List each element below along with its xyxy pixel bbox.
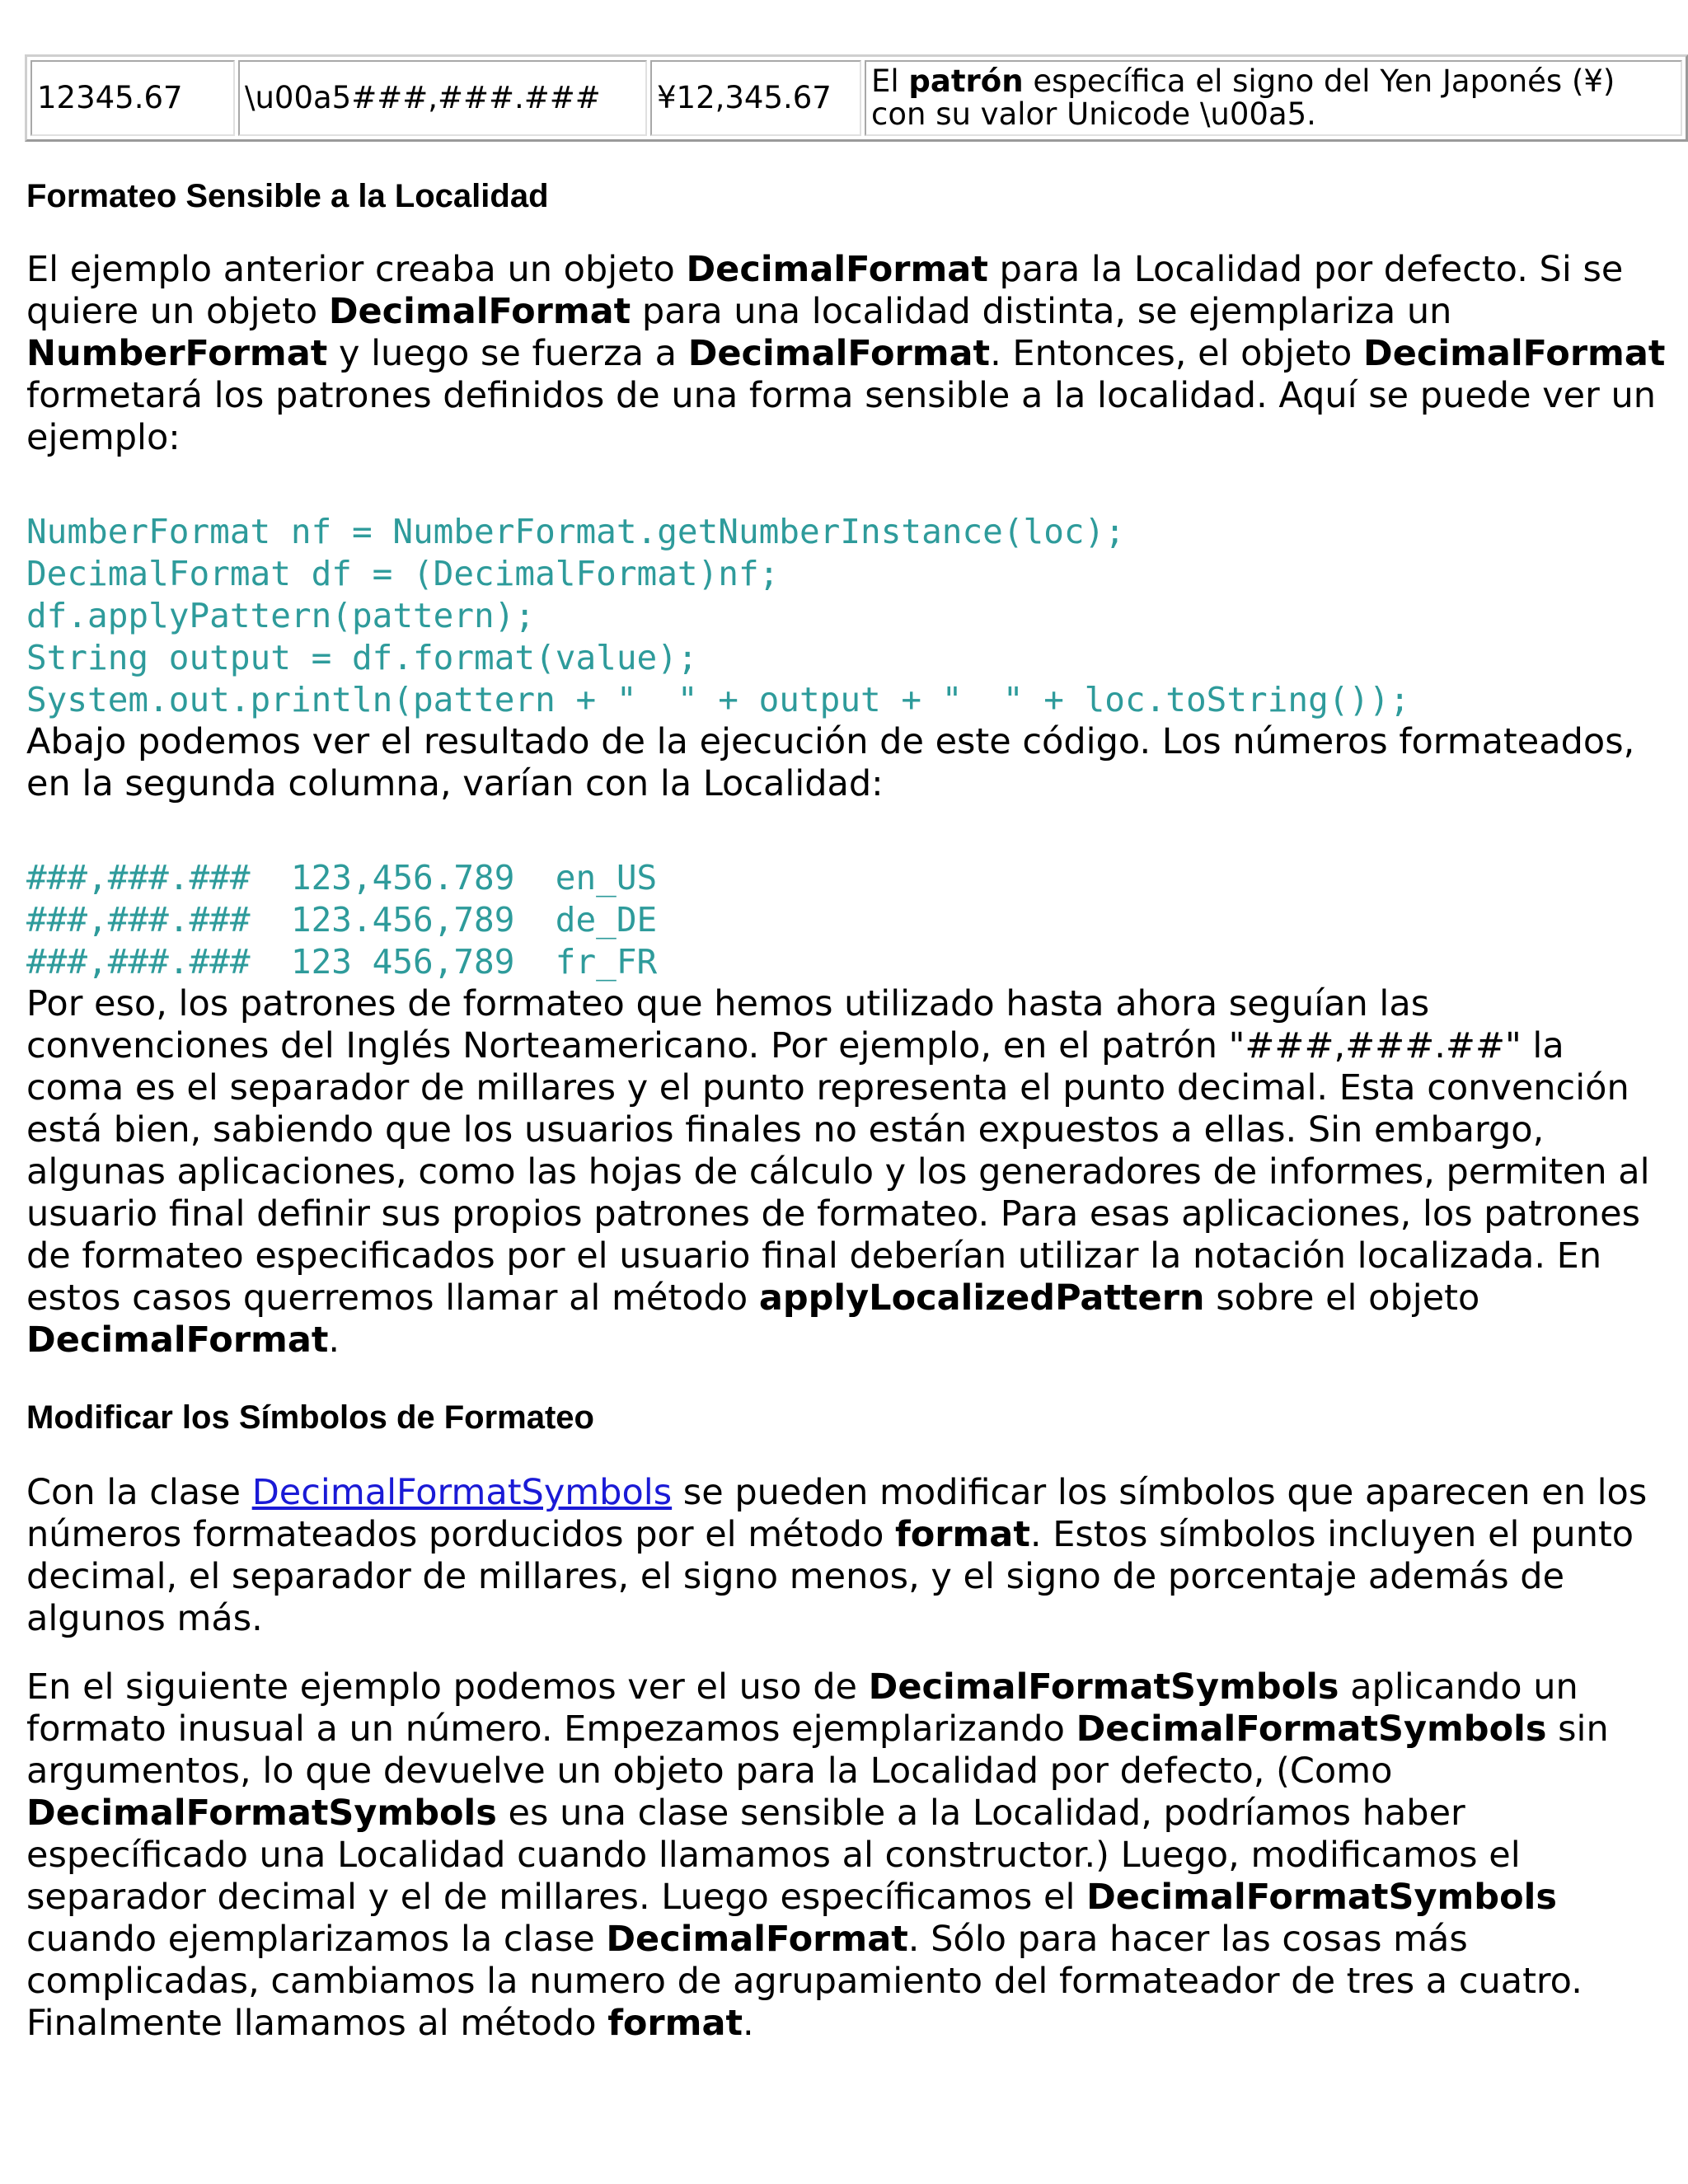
pattern-cell: \u00a5###,###.### xyxy=(238,60,647,136)
desc-text: El xyxy=(871,63,909,99)
output-line: ###,###.### 123.456,789 de_DE xyxy=(26,900,658,940)
document-page xyxy=(26,56,1667,2045)
paragraph: En el siguiente ejemplo podemos ver el uso de DecimalFormatSymbols aplicando un formato inusual a un número. Empezamos ejemplarizando DecimalFormatSymbols sin argumentos, lo que devuelve un objeto para la Localidad por defecto, (Como DecimalFormatSymbols es una clase sensible a la Localidad, podríamos haber específicado una Localidad cuando llamamos al constructor.) Luego, modificamos el separador decimal y el de millares. Luego específicamos el DecimalFormatSymbols cuando ejemplarizamos la clase DecimalFormat. Sólo para hacer las cosas más complicadas, cambiamos la numero de agrupamiento del formateador de tres a cuatro. Finalmente llamamos al método format. xyxy=(26,1666,1609,2044)
section-heading-locale: Formateo Sensible a la Localidad xyxy=(26,178,549,214)
paragraph: Por eso, los patrones de formateo que hemos utilizado hasta ahora seguían las convenciones del Inglés Norteamericano. Por ejemplo, en el patrón "###,###.##" la coma es el separador de millares y el punto representa el punto decimal. Esta convención está bien, sabiendo que los usuarios finales no están expuestos a ellas. Sin embargo, algunas aplicaciones, como las hojas de cálculo y los generadores de informes, permiten al usuario final definir sus propios patrones de formateo. Para esas aplicaciones, los patrones de formateo especificados por el usuario final deberían utilizar la notación localizada. En estos casos querremos llamar al método applyLocalizedPattern sobre el objeto DecimalFormat. xyxy=(26,983,1650,1361)
decimalformatsymbols-link[interactable]: DecimalFormatSymbols xyxy=(251,1472,673,1513)
description-cell xyxy=(865,60,1682,136)
code-line: System.out.println(pattern + " " + output + " " + loc.toString()); xyxy=(26,680,1410,719)
output-block xyxy=(26,857,1667,983)
paragraph: Abajo podemos ver el resultado de la ejecución de este código. Los números formateados, en la segunda columna, varían con la Localidad: xyxy=(26,721,1635,804)
section-heading-symbols: Modificar los Símbolos de Formateo xyxy=(26,1399,594,1436)
code-block xyxy=(26,511,1667,721)
code-line: NumberFormat nf = NumberFormat.getNumberInstance(loc); xyxy=(26,512,1125,551)
output-line: ###,###.### 123,456.789 en_US xyxy=(26,858,658,898)
paragraph: Con la clase DecimalFormatSymbols se pueden modificar los símbolos que aparecen en los números formateados porducidos por el método format. Estos símbolos incluyen el punto decimal, el separador de millares, el signo menos, y el signo de porcentaje además de algunos más. xyxy=(26,1472,1648,1639)
output-line: ###,###.### 123 456,789 fr_FR xyxy=(26,942,658,982)
code-line: DecimalFormat df = (DecimalFormat)nf; xyxy=(26,554,780,593)
desc-bold: patrón xyxy=(908,63,1024,99)
code-line: String output = df.format(value); xyxy=(26,638,698,677)
output-cell: ¥12,345.67 xyxy=(650,60,861,136)
paragraph: El ejemplo anterior creaba un objeto DecimalFormat para la Localidad por defecto. Si se quiere un objeto DecimalFormat para una localidad distinta, se ejemplariza un NumberFormat y luego se fuerza a DecimalFormat. Entonces, el objeto DecimalFormat formetará los patrones definidos de una forma sensible a la localidad. Aquí se puede ver un ejemplo: xyxy=(26,249,1666,458)
code-line: df.applyPattern(pattern); xyxy=(26,596,536,635)
table-row xyxy=(30,60,1682,136)
format-pattern-table xyxy=(25,54,1688,142)
desc-text: específica el signo del Yen Japonés (¥) con su valor Unicode \u00a5. xyxy=(871,63,1615,132)
value-cell: 12345.67 xyxy=(30,60,235,136)
